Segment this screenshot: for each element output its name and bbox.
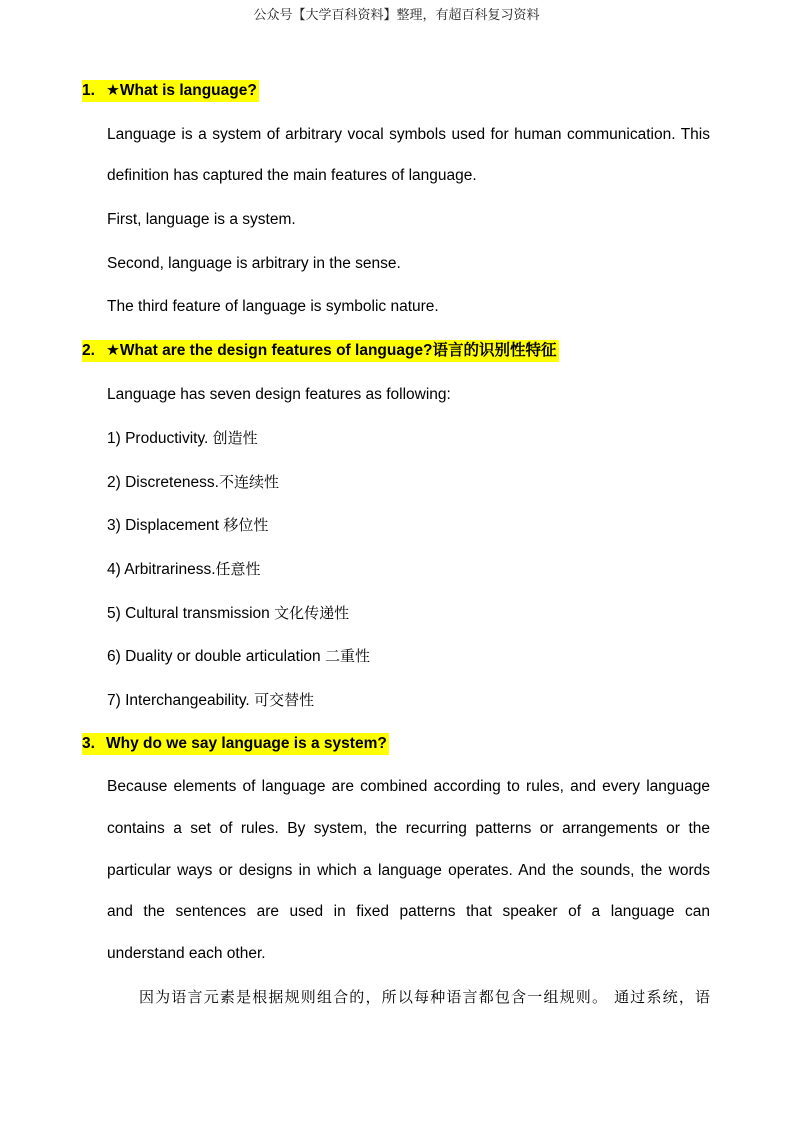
section-3-chinese-line: 因为语言元素是根据规则组合的，所以每种语言都包含一组规则。 通过系统，语 bbox=[139, 988, 710, 1006]
feature-cn: 移位性 bbox=[223, 516, 269, 534]
feature-en: 4) Arbitrariness. bbox=[107, 561, 216, 578]
feature-cn: 二重性 bbox=[324, 647, 370, 665]
feature-item bbox=[107, 559, 261, 580]
section-2-heading bbox=[82, 340, 559, 362]
section-2-intro: Language has seven design features as following: bbox=[107, 386, 451, 403]
section-3-number: 3. bbox=[82, 735, 95, 752]
section-3-line-2: contains a set of rules. By system, the recurring patterns or arrangements or the bbox=[107, 820, 710, 837]
feature-en: 5) Cultural transmission bbox=[107, 605, 270, 622]
feature-cn: 不连续性 bbox=[218, 473, 279, 491]
section-3-line-5: understand each other. bbox=[107, 945, 266, 962]
section-2-number: 2. bbox=[82, 342, 95, 359]
feature-en: 6) Duality or double articulation bbox=[107, 648, 321, 665]
section-1-title: ★What is language? bbox=[106, 82, 257, 99]
feature-en: 3) Displacement bbox=[107, 517, 219, 534]
feature-item bbox=[107, 690, 314, 711]
feature-cn: 文化传递性 bbox=[274, 604, 350, 622]
section-1-number: 1. bbox=[82, 82, 95, 99]
section-1-line-5: The third feature of language is symbolic nature. bbox=[107, 298, 439, 315]
feature-item bbox=[107, 646, 370, 667]
section-3-heading bbox=[82, 733, 389, 755]
feature-cn: 可交替性 bbox=[254, 691, 315, 709]
page-header: 公众号【大学百科资料】整理，有超百科复习资料 bbox=[253, 8, 540, 23]
section-2-title: ★What are the design features of language?语言的识别性特征 bbox=[106, 342, 557, 359]
section-1-heading bbox=[82, 80, 259, 102]
section-1-line-1: Language is a system of arbitrary vocal symbols used for human communication. This bbox=[107, 126, 710, 143]
section-3-line-1: Because elements of language are combined according to rules, and every language bbox=[107, 778, 710, 795]
feature-cn: 创造性 bbox=[212, 429, 258, 447]
feature-item bbox=[107, 515, 268, 536]
section-1-line-3: First, language is a system. bbox=[107, 211, 296, 228]
section-1-line-2: definition has captured the main features of language. bbox=[107, 167, 477, 184]
feature-en: 2) Discreteness. bbox=[107, 474, 219, 491]
feature-item bbox=[107, 428, 258, 449]
feature-en: 7) Interchangeability. bbox=[107, 692, 250, 709]
feature-cn: 任意性 bbox=[215, 560, 261, 578]
feature-item bbox=[107, 472, 279, 493]
feature-item bbox=[107, 603, 349, 624]
section-3-line-3: particular ways or designs in which a language operates. And the sounds, the words bbox=[107, 862, 710, 879]
section-3-line-4: and the sentences are used in fixed patterns that speaker of a language can bbox=[107, 903, 710, 920]
feature-en: 1) Productivity. bbox=[107, 430, 209, 447]
section-3-title: Why do we say language is a system? bbox=[106, 735, 387, 752]
section-1-line-4: Second, language is arbitrary in the sense. bbox=[107, 255, 401, 272]
